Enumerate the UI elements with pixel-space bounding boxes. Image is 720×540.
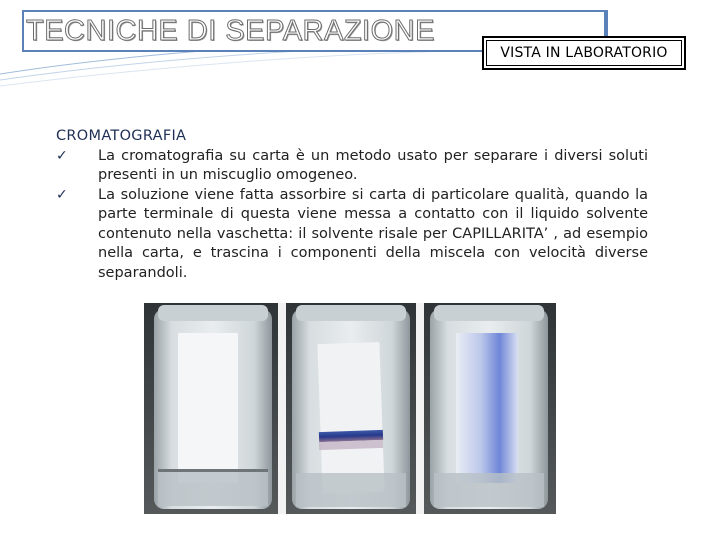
- bullet-item: [56, 147, 648, 186]
- chromatography-photo: [144, 303, 556, 514]
- section-heading: CROMATOGRAFIA: [56, 128, 187, 144]
- bullet-text: La soluzione viene fatta assorbire si carta di particolare qualità, quando la parte terminale di questa viene messa a contatto con il liquido solvente contenuto nella vaschetta: il solvente risale per CAPILLARITA’ , ad esempio nella carta, e trascina i componenti della miscela con velocità diverse separandoli.: [98, 186, 648, 281]
- lab-badge: [482, 36, 686, 70]
- slide-title: TECNICHE DI SEPARAZIONE: [26, 15, 435, 47]
- chromatography-jars-illustration: [144, 303, 556, 514]
- bullet-item: [56, 186, 648, 284]
- content-block: [56, 127, 648, 283]
- bullet-text: La cromatografia su carta è un metodo usato per separare i diversi soluti presenti in un miscuglio omogeneo.: [98, 147, 648, 183]
- badge-label: VISTA IN LABORATORIO: [500, 45, 668, 61]
- checkmark-icon: ✓: [56, 186, 68, 203]
- checkmark-icon: ✓: [56, 147, 68, 164]
